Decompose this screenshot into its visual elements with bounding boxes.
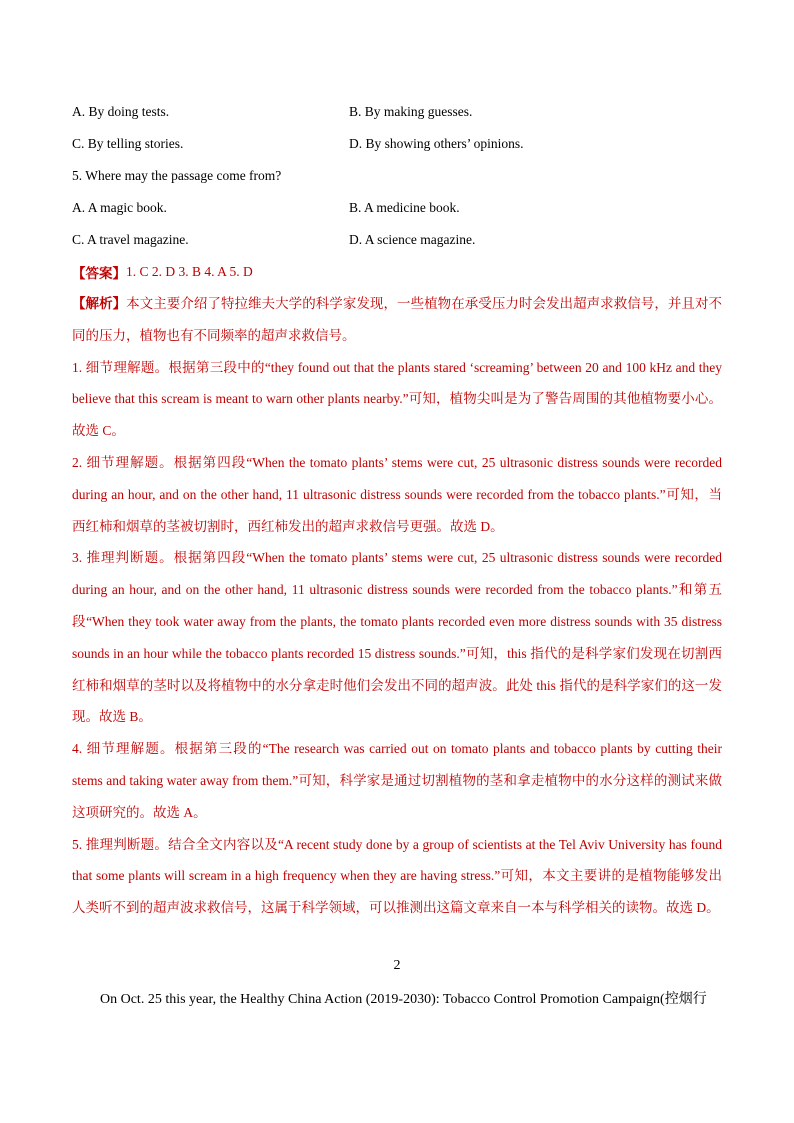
page-number: 2	[393, 958, 401, 973]
option-a: A. By doing tests.	[72, 104, 170, 119]
option-d: D. A science magazine.	[349, 232, 476, 247]
analysis-item-2: 2. 细节理解题。根据第四段“When the tomato plants’ stems were cut, 25 ultrasonic distress sounds were recorded during an hour, and on the other hand, 11 ultrasonic distress sounds were recorded from the tobacco plants.”可知，当西红柿和烟草的茎被切割时，西红柿发出的超声求救信号更强。故选 D。	[72, 454, 722, 534]
option-b: B. By making guesses.	[349, 104, 473, 119]
analysis-item-5: 5. 推理判断题。结合全文内容以及“A recent study done by a group of scientists at the Tel Aviv University has found that some plants will scream in a high frequency when they are having stress.”可知，本文主要讲的是植物能够发出人类听不到的超声波求救信号，这属于科学领域，可以推测出这篇文章来自一本与科学相关的读物。故选 D。	[72, 836, 722, 916]
analysis-intro-text: 本文主要介绍了特拉维夫大学的科学家发现，一些植物在承受压力时会发出超声求救信号，并且对不同的压力，植物也有不同频率的超声求救信号。	[72, 296, 723, 343]
option-row	[72, 224, 722, 256]
option-row	[72, 96, 722, 128]
analysis-intro	[72, 288, 722, 352]
question-5: 5. Where may the passage come from?	[72, 168, 282, 183]
option-a: A. A magic book.	[72, 200, 167, 215]
answer-key	[72, 256, 722, 288]
analysis-item-3: 3. 推理判断题。根据第四段“When the tomato plants’ stems were cut, 25 ultrasonic distress sounds were recorded during an hour, and on the other hand, 11 ultrasonic distress sounds were recorded from the tobacco plants.”和第五段“When they took water away from the plants, the tomato plants recorded even more distress sounds with 35 distress sounds in an hour while the tobacco plants recorded 15 distress sounds.”可知，this 指代的是科学家们发现在切割西红柿和烟草的茎时以及将植物中的水分拿走时他们会发出不同的超声波。此处 this 指代的是科学家们的这一发现。故选 B。	[72, 550, 722, 725]
exam-content	[72, 96, 722, 924]
analysis-item-4: 4. 细节理解题。根据第三段的“The research was carried out on tomato plants and tobacco plants by cutting their stems and taking water away from them.”可知，科学家是通过切割植物的茎和拿走植物中的水分这样的测试来做这项研究的。故选 A。	[72, 741, 722, 820]
next-passage-first-line: On Oct. 25 this year, the Healthy China Action (2019-2030): Tobacco Control Promotion Campaign(控烟行	[100, 992, 707, 1007]
analysis	[72, 288, 722, 924]
analysis-item-1: 1. 细节理解题。根据第三段中的“they found out that the plants stared ‘screaming’ between 20 and 100 kHz and they believe that this scream is meant to warn other plants nearby.”可知，植物尖叫是为了警告周围的其他植物要小心。故选 C。	[72, 359, 722, 439]
option-b: B. A medicine book.	[349, 200, 460, 215]
option-row	[72, 128, 722, 160]
option-c: C. A travel magazine.	[72, 232, 189, 247]
option-d: D. By showing others’ opinions.	[349, 136, 524, 151]
analysis-tag: 【解析】	[72, 296, 127, 311]
option-row	[72, 192, 722, 224]
answer-text: 1. C 2. D 3. B 4. A 5. D	[126, 264, 253, 279]
option-c: C. By telling stories.	[72, 136, 184, 151]
answer-tag: 【答案】	[72, 266, 126, 281]
